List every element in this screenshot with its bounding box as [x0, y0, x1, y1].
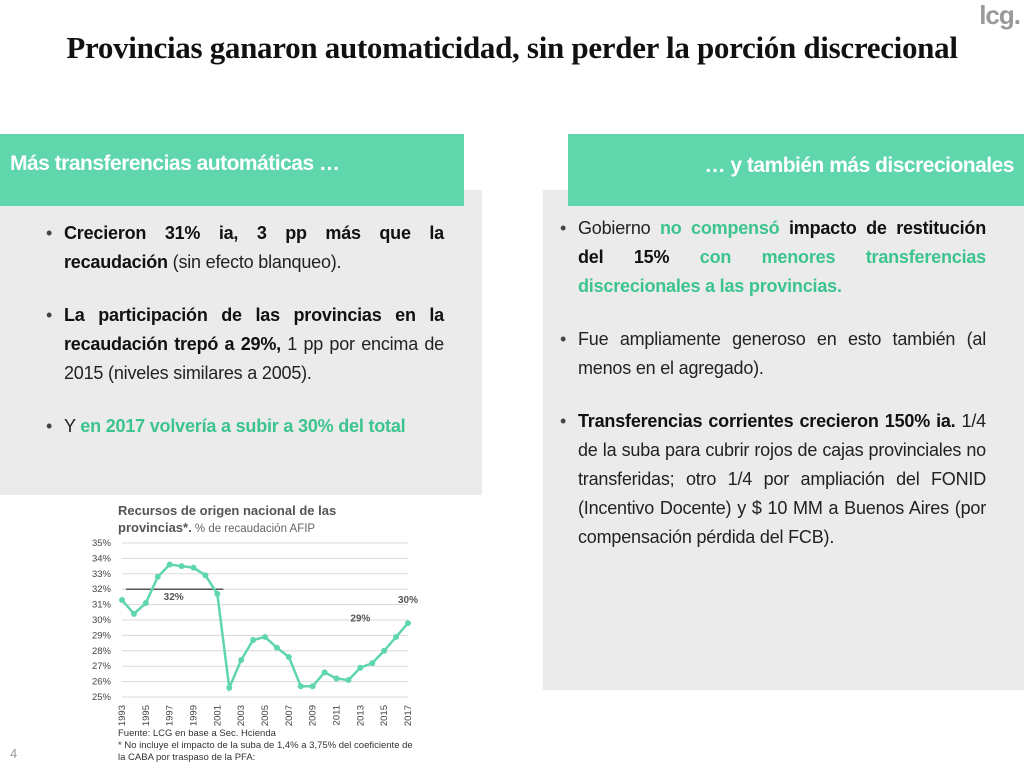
bullet-text-run: impacto de restitución del 15% — [578, 218, 987, 267]
x-tick-label: 2003 — [236, 705, 248, 727]
bullet-item — [558, 325, 986, 383]
data-point — [357, 665, 363, 671]
x-tick-label: 2005 — [260, 705, 271, 727]
x-tick-label: 2001 — [212, 705, 224, 727]
bullet-text-run: no compensó — [659, 218, 780, 238]
y-tick-label: 30% — [91, 615, 111, 626]
reference-label: 32% — [163, 592, 184, 604]
right-header: … y también más discrecionales — [568, 134, 1024, 206]
x-tick-label: 2011 — [331, 705, 343, 726]
data-point — [191, 565, 197, 571]
data-point — [381, 648, 387, 654]
data-point — [286, 654, 292, 660]
x-tick-label: 1997 — [164, 705, 176, 727]
x-tick-label: 2013 — [355, 705, 367, 727]
y-tick-label: 29% — [91, 630, 111, 642]
bullet-item — [44, 301, 444, 388]
chart-title-main: Recursos de origen nacional de las provincias*. — [118, 503, 337, 535]
bullet-item — [44, 412, 444, 441]
data-point — [119, 597, 125, 603]
y-tick-label: 34% — [91, 553, 111, 565]
y-tick-label: 35% — [91, 538, 111, 549]
left-bullet-list — [44, 219, 444, 465]
bullet-item — [558, 214, 986, 301]
bullet-text-run: en 2017 volvería a subir a 30% del total — [80, 416, 406, 436]
bullet-text-run: Fue ampliamente generoso en esto también (al menos en el agregado). — [578, 329, 986, 378]
data-point — [226, 685, 232, 691]
series-line — [122, 565, 408, 688]
bullet-text-run: Y — [64, 416, 81, 436]
data-point — [143, 600, 149, 606]
right-bullet-list — [558, 214, 986, 576]
x-tick-label: 1995 — [140, 705, 152, 727]
y-tick-label: 33% — [91, 568, 111, 580]
slide-title: Provincias ganaron automaticidad, sin perder la porción discrecional — [66, 30, 958, 65]
data-point — [179, 563, 185, 569]
bullet-text-run: Crecieron 31% ia, 3 pp más que la recaudación — [64, 223, 444, 272]
bullet-text-run: Gobierno — [578, 218, 660, 238]
data-point — [310, 683, 316, 689]
bullet-text-run: con menores transferencias discrecionales a las provincias. — [578, 247, 986, 296]
x-tick-label: 1999 — [188, 705, 200, 727]
company-logo: lcg. — [979, 0, 1020, 30]
bullet-text-run: 1 pp por encima de 2015 (niveles similares a 2005). — [64, 334, 444, 383]
bullet-text-run: 1/4 de la suba para cubrir rojos de cajas provinciales no transferidas; otro 1/4 por ampliación del FONID (Incentivo Docente) y $ 10 MM a Buenos Aires (por compensación pérdida del FCB). — [578, 411, 986, 547]
data-label: 29% — [350, 613, 371, 625]
data-point — [131, 611, 137, 617]
data-point — [155, 574, 161, 580]
bullet-text-run: La participación de las provincias en la recaudación trepó a 29%, — [64, 305, 444, 354]
data-point — [298, 683, 304, 689]
bullet-text-run: Transferencias corrientes crecieron 150% ia. — [578, 411, 956, 431]
bullet-item — [558, 407, 986, 552]
y-tick-label: 31% — [91, 599, 111, 611]
y-tick-label: 27% — [91, 661, 111, 673]
x-tick-label: 2017 — [403, 705, 414, 727]
footnote-source: Fuente: LCG en base a Sec. Hcienda — [118, 728, 276, 739]
data-point — [238, 657, 244, 663]
page-number: 4 — [10, 746, 18, 761]
line-chart — [80, 535, 420, 730]
footnote-note: * No incluye el impacto de la suba de 1,4% a 3,75% del coeficiente de la CABA por traspaso de la PFA: — [118, 740, 413, 763]
x-tick-label: 2007 — [283, 705, 295, 727]
y-tick-label: 26% — [91, 676, 111, 688]
bullet-item — [44, 219, 444, 277]
data-label: 30% — [397, 595, 419, 607]
data-point — [345, 677, 351, 683]
x-tick-label: 1993 — [117, 705, 128, 727]
data-point — [393, 634, 399, 640]
data-point — [250, 637, 256, 643]
y-tick-label: 28% — [91, 645, 111, 657]
data-point — [214, 591, 220, 597]
x-tick-label: 2009 — [307, 705, 319, 727]
chart-title-subtitle: % de recaudación AFIP — [191, 523, 316, 535]
left-header: Más transferencias automáticas … — [0, 134, 464, 206]
data-point — [405, 620, 411, 626]
bullet-text-run: (sin efecto blanqueo). — [167, 252, 342, 272]
y-tick-label: 25% — [91, 692, 111, 703]
data-point — [202, 572, 208, 578]
data-point — [262, 634, 268, 640]
data-point — [322, 669, 328, 675]
data-point — [369, 660, 375, 666]
y-tick-label: 32% — [91, 584, 111, 596]
data-point — [334, 676, 340, 682]
x-tick-label: 2015 — [379, 705, 391, 727]
data-point — [167, 562, 173, 568]
data-point — [274, 645, 280, 651]
chart-title — [118, 502, 378, 538]
footnote — [118, 728, 418, 764]
